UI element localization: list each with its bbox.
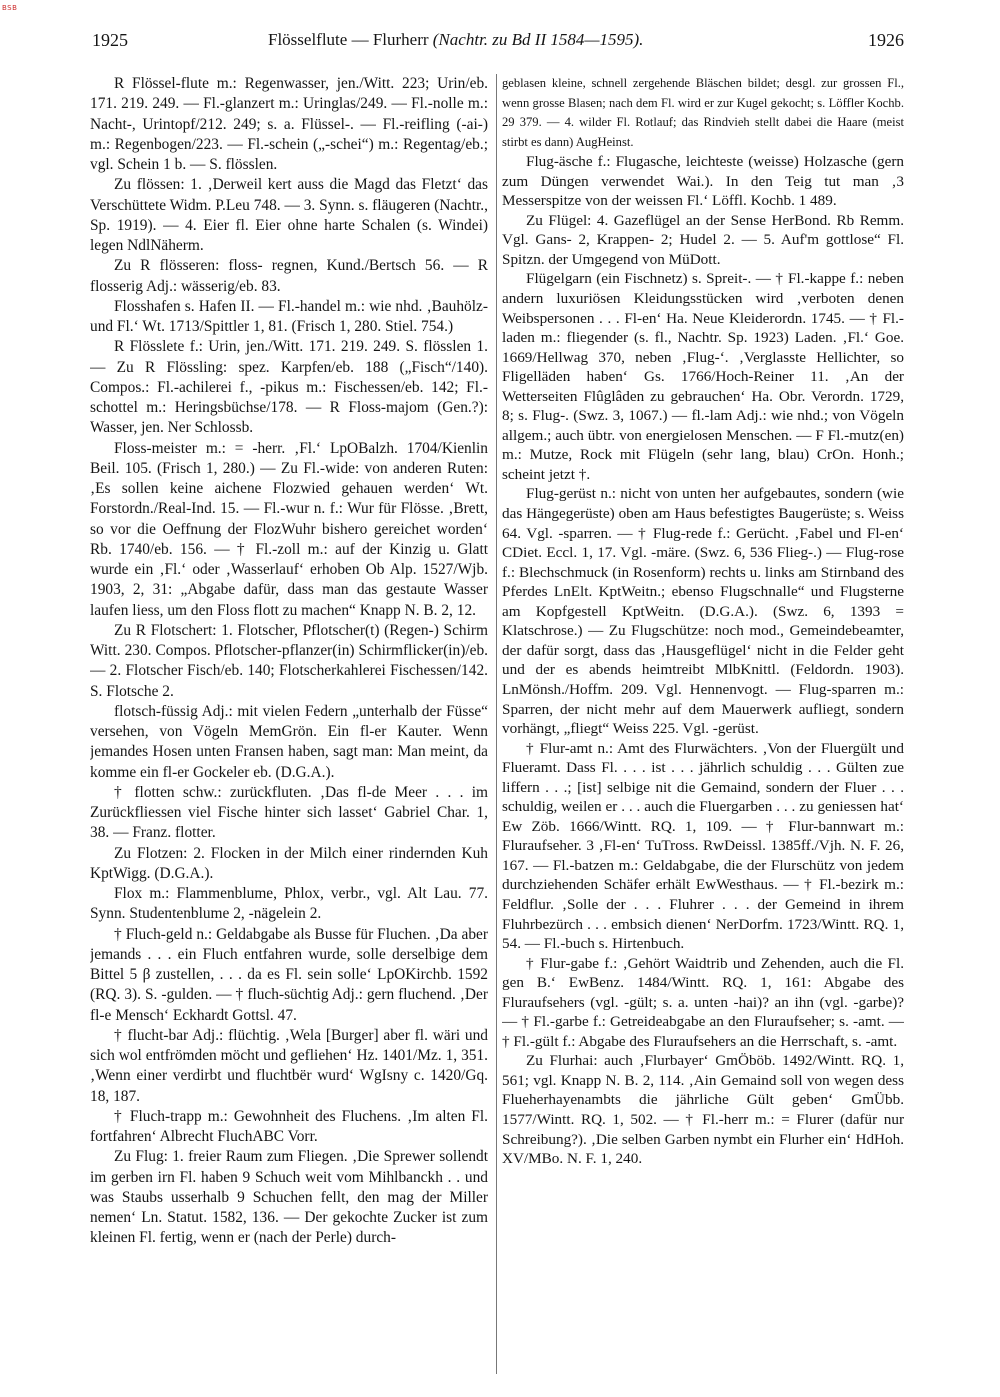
entry-paragraph: Flox m.: Flammenblume, Phlox, verbr., vgl. Alt Lau. 77. Synn. Studentenblume 2, -nägelein 2. [90, 885, 488, 923]
entry-paragraph: † Fluch-trapp m.: Gewohnheit des Fluchens. ‚Im alten Fl. fortfahren‘ Albrecht FluchABC Vorr. [90, 1107, 488, 1145]
entry-paragraph: Flug-äsche f.: Flugasche, leichteste (weisse) Holzasche (gern zum Düngen verwendet Wai.). In den Teig tut man ‚3 Messerspitze von der weissen Fl.‘ Löffl. Kochb. 1 489. [502, 153, 904, 210]
entry-paragraph: † flotten schw.: zurückfluten. ‚Das fl-de Meer . . . im Zurückfliessen viel Fische hinter sich lasset‘ Gabriel Char. 1, 38. — Franz. flotter. [90, 783, 488, 842]
page-number-left: 1925 [92, 30, 128, 50]
entry-paragraph: † Flur-gabe f.: ‚Gehört Waidtrib und Zehenden, auch die Fl. gen B.‘ EwBenz. 1484/Wintt. RQ. 1, 161: Abgabe des Fluraufsehers (vgl. -gült; s. a. unten -hai)? an ihn (vgl. -garbe)? — † Fl.-garbe f.: Getreideabgabe an den Fluraufseher; s. -amt. — † Fl.-gült f.: Abgabe des Fluraufsehers an die Herrschaft, s. -amt. [502, 954, 904, 1050]
entry-paragraph: Flosshafen s. Hafen II. — Fl.-handel m.: wie nhd. ‚Bauhölz- und Fl.‘ Wt. 1713/Spittler 1, 81. (Frisch 1, 280. Stiel. 754.) [90, 297, 488, 335]
entry-paragraph: † flucht-bar Adj.: flüchtig. ‚Wela [Burger] aber fl. wäri und sich wol entfrömden möcht und gefliehen‘ Hz. 1401/Mz. 1, 351. ‚Wenn einer verdirbt und fluchtbër wurd‘ WgIsny c. 1420/Gq. 18, 187. [90, 1026, 488, 1105]
entry-paragraph: R Flössel-flute m.: Regenwasser, jen./Witt. 223; Urin/eb. 171. 219. 249. — Fl.-glanzert m.: Uringlas/249. — Fl.-nolle m.: Nacht-, Urintopf/212. 249; s. a. Flüssel-. — Fl.-reifling (-ai-) m.: Regenbogen/223. — Fl.-schein („-schei“) m.: Regentag/eb.; vgl. Schein 1 b. — S. flösslen. [90, 75, 488, 173]
page-header [0, 0, 1000, 60]
entry-paragraph: geblasen kleine, schnell zergehende Bläschen bildet; desgl. zur grossen Fl., wenn grosse Blasen; nach dem Fl. wird er zur Kugel gekocht; s. Löffler Kochb. 29 379. — 4. wilder Fl. Rotlauf; das Rindvieh stellt dabei die Haare (meist stirbt es dann) AugHeinst. [502, 76, 904, 149]
entry-paragraph: Zu Flotzen: 2. Flocken in der Milch einer rindernden Kuh KptWigg. (D.G.A.). [90, 844, 488, 882]
entry-paragraph: Flügelgarn (ein Fischnetz) s. Spreit-. — † Fl.-kappe f.: neben andern luxuriösen Kleidungsstücken wird ‚verboten denen Weibspersonen . . . Fl-en‘ Ha. Neue Kleiderordn. 1745. — † Fl.-laden m.: fliegender (s. fl., Nachtr. Sp. 1923) Laden. ‚Fl.‘ Goe. 1669/Hellwag 370, neben ‚Flug-‘. ‚Verglasste Hellichter, so Fligelläden haben‘ Gs. 1766/Hoch-Reiner 11. ‚An der Wetterseiten Flûglâden zu gebrauchen‘ Ha. Obr. Verordn. 1729, 8; s. Flug-. (Swz. 3, 1067.) — fl.-lam Adj.: wie nhd.; von Vögeln allgem.; auch übtr. von energielosen Menschen. — F Fl.-mutz(en) m.: Mutze, Rock mit Flügeln (sehr lang, blau) CrOn. Honh.; scheint jetzt †. [502, 270, 904, 483]
entry-paragraph: Zu Flurhai: auch ‚Flurbayer‘ GmÖböb. 1492/Wintt. RQ. 1, 561; vgl. Knapp N. B. 2, 114. ‚Ain Gemaind soll von wegen dess Flueherhayenambts die jährliche Gült geben‘ GmÜbb. 1577/Wintt. RQ. 1, 502. — † Fl.-herr m.: = Flurer (dafür nur Schreibung?). ‚Die selben Garben nymbt ein Flurher ein‘ HdHoh. XV/MBo. N. F. 1, 240. [502, 1052, 904, 1168]
column-divider [496, 74, 497, 1374]
entry-paragraph: Floss-meister m.: = -herr. ‚Fl.‘ LpOBalzh. 1704/Kienlin Beil. 105. (Frisch 1, 280.) — Zu Fl.-wide: von anderen Ruten: ‚Es sollen keine aichene Flozwied gehauen werden‘ Wt. Forstordn./Real-Ind. 15. — Fl.-wur n. f.: Wur für Flösse. ‚Brett, so vor die Oeffnung der FlozWuhr bishero gereichet worden‘ Rb. 1740/eb. 156. — † Fl.-zoll m.: auf der Kinzig u. Glatt wurde ein ‚Fl.‘ oder ‚Wasserlauf‘ erhoben Ob Alp. 1527/Wjb. 1903, 2, 31: „Abgabe dafür, dass man das gestaute Wasser laufen liess, um den Floss flott zu machen“ Knapp N. B. 2, 12. [90, 439, 488, 619]
entry-paragraph: Zu Flügel: 4. Gazeflügel an der Sense HerBond. Rb Remm. Vgl. Gans- 2, Krappen- 2; Hudel 2. — 5. Auf'm gottlose“ Fl. Spitzn. der Umgegend von MüDott. [502, 211, 904, 268]
running-title [268, 30, 643, 50]
entry-paragraph: Zu Flug: 1. freier Raum zum Fliegen. ‚Die Sprewer sollendt im gerben irn Fl. haben 9 Schuch weit vom Mihlbanckh . . und was Staubs usserhalb 9 Schuchen fellt, den mag der Miller nemen‘ Ln. Statut. 1582, 136. — Der gekochte Zucker ist zum kleinen Fl. fertig, wenn er (nach der Perle) durch- [90, 1148, 488, 1247]
right-column [502, 74, 904, 1364]
entry-paragraph: flotsch-füssig Adj.: mit vielen Federn „unterhalb der Füsse“ versehen, von Vögeln MemGrön. Ein fl-er Kauter. Wenn jemandes Hosen unten Fransen haben, sagt man: Man meint, da komme ein fl-er Gockeler eb. (D.G.A.). [90, 702, 488, 781]
entry-paragraph: Zu R flösseren: floss- regnen, Kund./Bertsch 56. — R flosserig Adj.: wässerig/eb. 83. [90, 257, 488, 295]
running-title-main: Flösselflute — Flurherr [268, 30, 429, 49]
entry-paragraph: Zu R Flotschert: 1. Flotscher, Pflotscher(t) (Regen-) Schirm Witt. 230. Compos. Pflotscher-pflanzer(in) Schirmflicker(in)/eb. — 2. Flotscher Fisch/eb. 140; Flotscherkahlerei Fischessen/142. S. Flotsche 2. [90, 621, 488, 700]
entry-paragraph: † Fluch-geld n.: Geldabgabe als Busse für Fluchen. ‚Da aber jemands . . . ein Fluch entfahren wurde, solle derselbige dem Bittel 5 β zustellen, . . . da es Fl. sein solle‘ LpOKirchb. 1592 (RQ. 3). S. -gulden. — † fluch-süchtig Adj.: gern fluchend. ‚Der fl-e Mensch‘ Eckhardt Gottsl. 47. [90, 925, 488, 1024]
running-title-note: (Nachtr. zu Bd II 1584—1595). [432, 30, 644, 49]
page-number-right: 1926 [868, 30, 904, 50]
library-stamp: BSB [2, 4, 18, 12]
left-column [90, 74, 488, 1364]
entry-paragraph: Zu flössen: 1. ‚Derweil kert auss die Magd das Fletzt‘ das Verschüttete Widm. P.Leu 748. — 3. Synn. s. fläugeren (Nachtr., Sp. 1919). — 4. Eier fl. Eier ohne harte Schalen (s. Windei) legen NdlNäherm. [90, 176, 488, 254]
entry-paragraph: R Flösslete f.: Urin, jen./Witt. 171. 219. 249. S. flösslen 1. — Zu R Flössling: spez. Karpfen/eb. 188 („Fisch“/140). Compos.: Fl.-achilerei f., -pikus m.: Fischessen/eb. 142; Fl.-schottel m.: Heringsbüchse/178. — R Floss-majom (Gen.?): Wasser, jen. Ner Schlossb. [90, 338, 488, 437]
entry-paragraph: Flug-gerüst n.: nicht von unten her aufgebautes, sondern (wie das Hängegerüste) oben am Haus befestigtes Baugerüste; s. Weiss 64. Vgl. -sparren. — † Flug-rede f.: Gerücht. ‚Fabel und Fl-en‘ CDiet. Eccl. 1, 17. Vgl. -märe. (Swz. 6, 536 Flieg-.) — Flug-rose f.: Blechschmuck (in Rosenform) rechts u. links am Stirnband des Pferdes LnElt. KptWeitn.; ebenso Flugschnalle“ und Flugsterne am Kopfgestell KptWeitn. (D.G.A.). (Swz. 6, 1393 = Klatschrose.) — Zu Flugschütze: noch mod., Gemeindebeamter, der dafür sorgt, dass das ‚Hausgeflügel‘ nicht in die Felder geht und der es abends heimtreibt MlbKnittl. (Feldordn. 1903). LnMönsh./Hoffm. 209. Vgl. Hennenvogt. — Flug-sparren m.: Sparren, der nicht mehr auf dem Mauerwerk aufliegt, sondern vorhängt, „fliegt“ Weiss 225. Vgl. -gerüst. [502, 485, 904, 738]
entry-paragraph: † Flur-amt n.: Amt des Flurwächters. ‚Von der Fluergült und Flueramt. Dass Fl. . . . ist . . . jährlich schuldig . . . Gülten zue liffern . . .; [ist] selbige nit die Gemaind, sondern der Fluer . . . schuldig, weilen er . . . auch die Fluergarben . . . zu geniessen hat‘ Ew Zöb. 1666/Wintt. RQ. 1, 109. — † Flur-bannwart m.: Fluraufseher. 3 ‚Fl-en‘ TuTross. RwDeissl. 1385ff./Vjh. N. F. 26, 167. — Fl.-batzen m.: Geldabgabe, die der Flurschütz von jedem durchziehenden Schäfer erhält EwWesthaus. — † Fl.-bezirk m.: Feldflur. ‚Solle der . . . Fluhrer . . . der Gemeind in ihrem Fluhrbezürch . . . embsich dienen‘ NerDorfm. 1723/Wintt. RQ. 1, 54. — Fl.-buch s. Hirtenbuch. [502, 739, 904, 953]
